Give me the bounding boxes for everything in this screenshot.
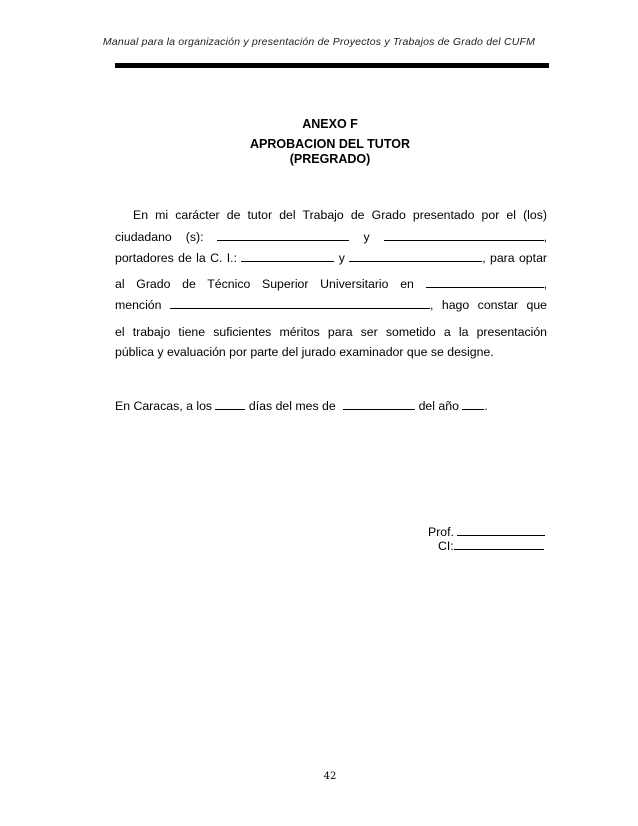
body-text-4b: , — [543, 277, 547, 291]
id-number-blank-2[interactable] — [349, 250, 482, 262]
header-rule — [115, 63, 549, 68]
month-blank[interactable] — [343, 398, 415, 410]
annex-title: ANEXO F — [302, 117, 358, 131]
degree-field-blank[interactable] — [426, 276, 544, 288]
page-number: 42 — [323, 771, 337, 782]
closing-text-b: días del mes de — [248, 399, 336, 413]
body-line-5 — [115, 297, 547, 313]
body-line-2 — [115, 229, 547, 245]
ci-number-blank[interactable] — [454, 538, 544, 550]
body-text-4a: al Grado de Técnico Superior Universitario en — [115, 277, 414, 291]
citizen-name-blank-2[interactable] — [384, 229, 544, 241]
body-text-2a: ciudadano (s): — [115, 230, 204, 244]
ci-label: CI: — [438, 539, 454, 553]
body-text-3a: portadores de la C. I.: — [115, 251, 237, 265]
closing-text-c: del año — [418, 399, 459, 413]
body-text-3c: , para optar — [482, 251, 547, 265]
body-text-1: En mi carácter de tutor del Trabajo de Grado presentado por el (los) — [133, 208, 547, 222]
body-text-5a: mención — [115, 298, 162, 312]
body-text-2b: y — [363, 230, 370, 244]
body-text-2c: , — [543, 230, 548, 244]
prof-label: Prof. — [428, 525, 454, 539]
year-blank[interactable] — [462, 398, 484, 410]
id-number-blank-1[interactable] — [241, 250, 334, 262]
citizen-name-blank-1[interactable] — [217, 229, 349, 241]
body-line-1 — [133, 207, 547, 223]
ci-signature-line — [438, 538, 544, 553]
closing-text-a: En Caracas, a los — [115, 399, 213, 413]
body-line-4 — [115, 276, 547, 292]
level-subtitle: (PREGRADO) — [289, 152, 371, 166]
page-header: Manual para la organización y presentación de Proyectos y Trabajos de Grado del CUFM — [102, 36, 536, 48]
body-line-6 — [115, 324, 547, 340]
mention-blank[interactable] — [170, 297, 430, 309]
body-line-3 — [115, 250, 547, 266]
prof-signature-line — [428, 524, 545, 539]
body-text-6: el trabajo tiene suficientes méritos para ser sometido a la presentación — [115, 325, 547, 339]
body-text-3b: y — [338, 251, 345, 265]
closing-line — [115, 398, 547, 414]
day-blank[interactable] — [215, 398, 245, 410]
approval-title: APROBACION DEL TUTOR — [250, 137, 410, 151]
body-text-5b: , hago constar que — [429, 298, 547, 312]
prof-name-blank[interactable] — [457, 524, 545, 536]
body-line-7 — [115, 344, 547, 360]
closing-text-d: . — [484, 399, 488, 413]
body-text-7: pública y evaluación por parte del jurado examinador que se designe. — [115, 345, 494, 359]
